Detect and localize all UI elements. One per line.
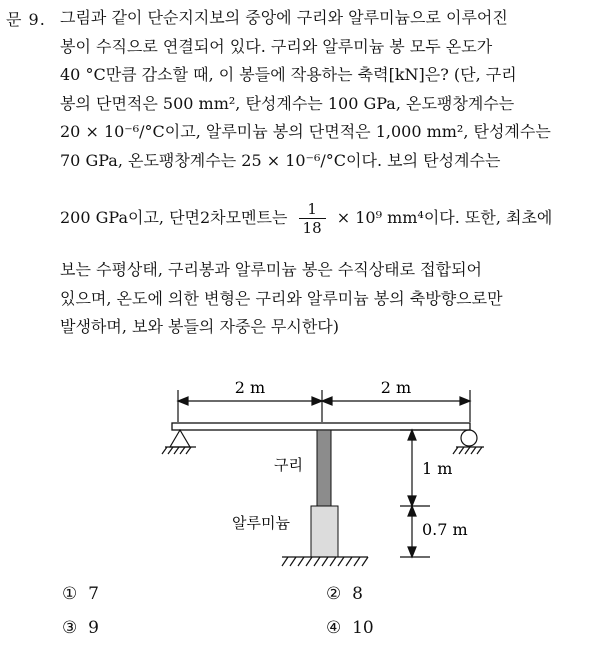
choice-2[interactable] bbox=[326, 584, 363, 604]
ground-support bbox=[282, 557, 368, 566]
roller-support bbox=[453, 430, 484, 454]
copper-rod bbox=[317, 430, 331, 506]
choice-value: 8 bbox=[352, 584, 363, 604]
question-number: 문 9. bbox=[6, 10, 46, 29]
dim-label-right: 2 m bbox=[380, 378, 412, 397]
label-aluminum: 알루미늄 bbox=[232, 514, 290, 532]
question-line: 발생하며, 보와 봉들의 자중은 무시한다) bbox=[60, 317, 339, 336]
question-line: 보는 수평상태, 구리봉과 알루미늄 봉은 수직상태로 접합되어 bbox=[60, 260, 483, 279]
label-copper: 구리 bbox=[274, 456, 303, 474]
choice-mark: ② bbox=[326, 584, 342, 604]
choice-value: 10 bbox=[352, 618, 374, 638]
question-line: 봉이 수직으로 연결되어 있다. 구리와 알루미늄 봉 모두 온도가 bbox=[60, 36, 493, 56]
beam bbox=[172, 423, 470, 430]
choice-mark: ④ bbox=[326, 618, 342, 638]
dim-label-left: 2 m bbox=[234, 378, 266, 397]
aluminum-rod bbox=[311, 506, 338, 557]
choice-3[interactable] bbox=[62, 618, 99, 638]
choice-value: 7 bbox=[88, 584, 99, 604]
span-dimension bbox=[178, 390, 470, 422]
question-text-segment: × 10⁹ mm⁴이다. 또한, 최초에 bbox=[336, 208, 553, 227]
question-line: 그림과 같이 단순지지보의 중앙에 구리와 알루미늄으로 이루어진 bbox=[60, 8, 508, 27]
pin-support bbox=[162, 430, 196, 454]
question-text-segment: 200 GPa이고, 단면2차모멘트는 bbox=[60, 208, 288, 227]
choice-value: 9 bbox=[88, 618, 99, 638]
dim-label-copper: 1 m bbox=[422, 459, 453, 478]
choice-1[interactable] bbox=[62, 584, 99, 604]
choice-mark: ③ bbox=[62, 618, 78, 638]
fraction-numerator: 1 bbox=[299, 200, 326, 219]
dim-label-aluminum: 0.7 m bbox=[422, 520, 468, 539]
choice-4[interactable] bbox=[326, 618, 374, 638]
choice-mark: ① bbox=[62, 584, 78, 604]
question-line: 40 °C만큼 감소할 때, 이 봉들에 작용하는 축력[kN]은? (단, 구리 bbox=[60, 65, 517, 84]
fraction-denominator: 18 bbox=[302, 219, 322, 237]
question-line: 70 GPa, 온도팽창계수는 25 × 10⁻⁶/°C이다. 보의 탄성계수는 bbox=[60, 150, 501, 170]
question-line: 봉의 단면적은 500 mm², 탄성계수는 100 GPa, 온도팽창계수는 bbox=[60, 93, 515, 113]
question-line: 있으며, 온도에 의한 변형은 구리와 알루미늄 봉의 축방향으로만 bbox=[60, 288, 503, 308]
question-line: 20 × 10⁻⁶/°C이고, 알루미늄 봉의 단면적은 1,000 mm², 탄성계수는 bbox=[60, 122, 551, 141]
